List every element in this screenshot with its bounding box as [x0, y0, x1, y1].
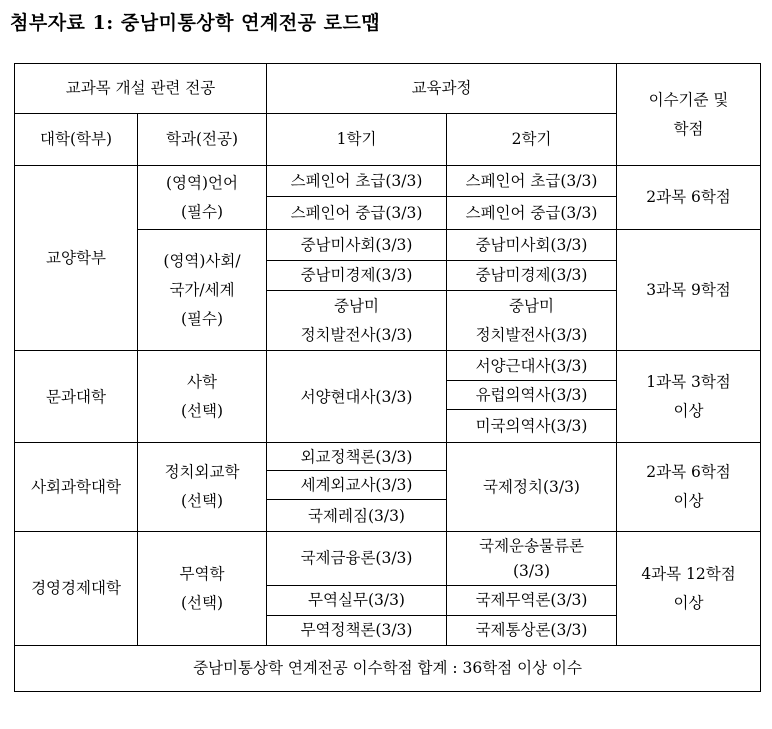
page-title: 첨부자료 1: 중남미통상학 연계전공 로드맵 [10, 12, 381, 34]
course-cell: 국제무역론(3/3) [447, 586, 617, 616]
course-cell: 중남미경제(3/3) [267, 261, 447, 291]
total-credits-footer: 중남미통상학 연계전공 이수학점 합계 : 36학점 이상 이수 [15, 646, 761, 692]
department-cell: (영역)사회/ 국가/세계 (필수) [138, 230, 267, 351]
criteria-cell: 2과목 6학점 이상 [617, 443, 761, 532]
course-cell: 중남미 정치발전사(3/3) [447, 291, 617, 351]
course-cell: 유럽의역사(3/3) [447, 381, 617, 410]
department-cell: 사학 (선택) [138, 351, 267, 443]
course-cell: 서양근대사(3/3) [447, 351, 617, 381]
course-cell: 스페인어 초급(3/3) [267, 166, 447, 197]
college-cell: 교양학부 [15, 166, 138, 351]
course-cell: 미국의역사(3/3) [447, 410, 617, 443]
header-semester-2: 2학기 [447, 114, 617, 166]
course-cell: 무역정책론(3/3) [267, 616, 447, 646]
roadmap-table [14, 63, 761, 692]
course-cell: 국제정치(3/3) [447, 443, 617, 532]
course-cell: 외교정책론(3/3) [267, 443, 447, 471]
header-semester-1: 1학기 [267, 114, 447, 166]
course-cell: 중남미사회(3/3) [447, 230, 617, 261]
course-cell: 서양현대사(3/3) [267, 351, 447, 443]
department-cell: (영역)언어 (필수) [138, 166, 267, 230]
criteria-cell: 2과목 6학점 [617, 166, 761, 230]
course-cell: 국제운송물류론 (3/3) [447, 532, 617, 586]
course-cell: 스페인어 중급(3/3) [267, 197, 447, 230]
course-cell: 중남미사회(3/3) [267, 230, 447, 261]
course-cell: 무역실무(3/3) [267, 586, 447, 616]
header-related-major: 교과목 개설 관련 전공 [15, 64, 267, 114]
header-department: 학과(전공) [138, 114, 267, 166]
department-cell: 정치외교학 (선택) [138, 443, 267, 532]
header-criteria: 이수기준 및 학점 [617, 64, 761, 166]
header-college: 대학(학부) [15, 114, 138, 166]
criteria-cell: 3과목 9학점 [617, 230, 761, 351]
course-cell: 중남미경제(3/3) [447, 261, 617, 291]
college-cell: 문과대학 [15, 351, 138, 443]
course-cell: 스페인어 초급(3/3) [447, 166, 617, 197]
college-cell: 경영경제대학 [15, 532, 138, 646]
course-cell: 국제금융론(3/3) [267, 532, 447, 586]
course-cell: 국제통상론(3/3) [447, 616, 617, 646]
criteria-cell: 4과목 12학점 이상 [617, 532, 761, 646]
header-curriculum: 교육과정 [267, 64, 617, 114]
course-cell: 국제레짐(3/3) [267, 500, 447, 532]
department-cell: 무역학 (선택) [138, 532, 267, 646]
course-cell: 중남미 정치발전사(3/3) [267, 291, 447, 351]
course-cell: 세계외교사(3/3) [267, 471, 447, 500]
course-cell: 스페인어 중급(3/3) [447, 197, 617, 230]
college-cell: 사회과학대학 [15, 443, 138, 532]
criteria-cell: 1과목 3학점 이상 [617, 351, 761, 443]
